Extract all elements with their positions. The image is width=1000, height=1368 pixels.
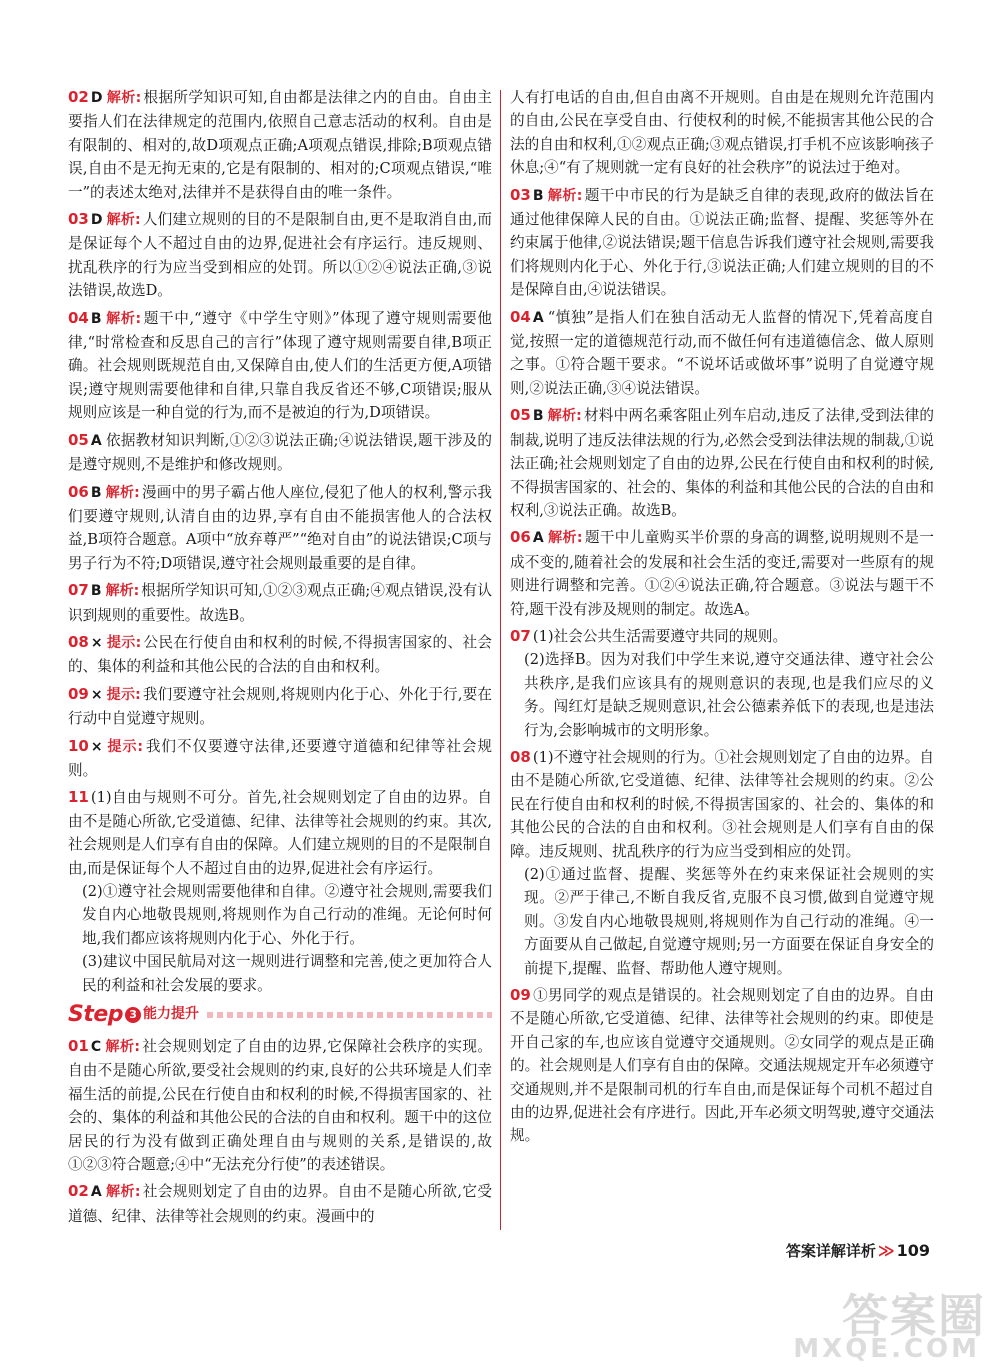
question-number: 04: [510, 307, 531, 326]
answer-item: [510, 746, 934, 980]
explanation-tag: 解析:: [547, 187, 583, 204]
answer-text: (2)①通过监督、提醒、奖惩等外在约束来保证社会规则的实现。②严于律己,不断自我反省,克服不良习惯,做到自觉遵守规则。③发自内心地敬畏规则,将规则作为自己行动的准绳。④一方面要从自己做起,自觉遵守规则;另一方面要在保证自身安全的前提下,提醒、监督、帮助他人遵守规则。: [524, 866, 934, 977]
question-number: 10: [68, 736, 89, 755]
question-number: 08: [510, 747, 531, 766]
answer-text: 公民在行使自由和权利的时候,不得损害国家的、社会的、集体的利益和其他公民的合法的自由和权利。: [68, 633, 492, 676]
answer-item: [510, 984, 934, 1148]
watermark-logo: 答案圈: [842, 1289, 986, 1343]
explanation-tag: 解析:: [105, 1184, 141, 1201]
question-number: 09: [510, 986, 531, 1005]
footer-label: 答案详解详析: [785, 1242, 876, 1260]
answer-letter: A: [532, 309, 544, 326]
answer-item: [68, 786, 492, 997]
answer-item: [68, 307, 492, 425]
question-number: 03: [510, 185, 531, 204]
explanation-tag: 解析:: [105, 583, 140, 600]
right-answer-list: [510, 184, 934, 1148]
answer-text: 材料中两名乘客阻止列车启动,违反了法律,受到法律的制裁,说明了违反法律法规的行为,必然会受到法律法规的制裁,①说法正确;社会规则划定了自由的边界,公民在行使自由和权利的时候,不得损害国家的、社会的、集体的利益和其他公民的合法的自由和权利,③说法正确。故选B。: [510, 407, 934, 519]
question-number: 06: [510, 528, 531, 547]
question-number: 07: [68, 581, 89, 600]
column-divider: [500, 90, 501, 1230]
answer-letter: B: [90, 583, 102, 600]
step-banner: [68, 1001, 492, 1029]
answer-item: [510, 526, 934, 621]
answer-text: 依据教材知识判断,①②③说法正确;④说法错误,题干涉及的是遵守规则,不是维护和修改规则。: [68, 431, 492, 474]
question-number: 01: [68, 1037, 89, 1056]
answer-letter: D: [90, 212, 103, 229]
explanation-tag: 解析:: [105, 484, 140, 501]
watermark-site: MXQE.COM: [793, 1334, 980, 1364]
question-number: 02: [68, 88, 89, 106]
step-word: Step: [68, 1002, 124, 1028]
question-number: 09: [68, 684, 89, 703]
answer-text: 题干中市民的行为是缺乏自律的表现,政府的做法旨在通过他律保障人民的自由。①说法正确;监督、提醒、奖惩等外在约束属于他律,②说法错误;题干信息告诉我们遵守社会规则,需要我们将规则内化于心、外化于行,③说法正确;人们建立规则的目的不是保障自由,④说法错误。: [510, 186, 934, 299]
right-column: [510, 86, 934, 1288]
question-number: 08: [68, 632, 89, 651]
answer-text: (1)社会公共生活需要遵守共同的规则。: [532, 627, 788, 645]
answer-letter: B: [90, 310, 102, 327]
answer-text: 社会规则划定了自由的边界,它保障社会秩序的实现。自由不是随心所欲,要受社会规则的约束,良好的公共环境是人们幸福生活的前提,公民在行使自由和权利的时候,不得损害国家的、社会的、集体的利益和其他公民的合法的自由和权利。题干中的这位居民的行为没有做到正确处理自由与规则的关系,是错误的,故①②③符合题意;④中“无法充分行使”的表述错误。: [68, 1038, 492, 1174]
step-dotted-rule: [207, 1012, 492, 1018]
answer-item: [68, 631, 492, 679]
explanation-tag: 提示:: [106, 686, 141, 703]
explanation-tag: 解析:: [105, 1039, 140, 1056]
question-number: 05: [510, 406, 531, 425]
explanation-tag: 解析:: [547, 408, 582, 425]
question-number: 05: [68, 430, 89, 449]
answer-item: [510, 184, 934, 302]
answer-text: 题干中儿童购买半价票的身高的调整,说明规则不是一成不变的,随着社会的发展和社会生活的变迁,需要对一些原有的规则进行调整和完善。①②④说法正确,符合题意。③说法与题干不符,题干没有涉及规则的制定。故选A。: [510, 529, 934, 618]
answer-text: 社会规则划定了自由的边界。自由不是随心所欲,它受道德、纪律、法律等社会规则的约束。漫画中的: [68, 1183, 492, 1225]
answer-text: (1)不遵守社会规则的行为。①社会规则划定了自由的边界。自由不是随心所欲,它受道德、纪律、法律等社会规则的约束。②公民在行使自由和权利的时候,不得损害国家的、社会的、集体的和其他公民的合法的自由和权利。③社会规则是人们享有自由的保障。违反规则、扰乱秩序的行为应当受到相应的处罚。: [510, 748, 934, 860]
explanation-tag: 提示:: [106, 738, 143, 755]
answer-item: [68, 735, 492, 783]
answer-letter: C: [90, 1039, 102, 1056]
answer-item: [68, 429, 492, 477]
explanation-tag: 解析:: [105, 310, 142, 327]
answer-letter: B: [90, 484, 102, 501]
answer-item: [68, 1035, 492, 1176]
answer-letter: A: [532, 530, 544, 547]
answer-text: “慎独”是指人们在独自活动无人监督的情况下,凭着高度自觉,按照一定的道德规范行动,而不做任何有违道德信念、做人原则之事。①符合题干要求。“不说坏话或做坏事”说明了自觉遵守规则,②说法正确,③④说法错误。: [510, 308, 934, 397]
answer-text: (3)建议中国民航局对这一规则进行调整和完善,使之更加符合人民的利益和社会发展的要求。: [82, 953, 492, 994]
answer-item: [68, 481, 492, 576]
question-number: 03: [68, 210, 89, 229]
answer-text: 我们不仅要遵守法律,还要遵守道德和纪律等社会规则。: [68, 737, 492, 779]
answer-text: (2)①遵守社会规则需要他律和自律。②遵守社会规则,需要我们发自内心地敬畏规则,将规则作为自己行动的准绳。无论何时何地,我们都应该将规则内化于心、外化于行。: [82, 883, 492, 947]
left-answer-list-2: [68, 1035, 492, 1228]
left-answer-list: [68, 86, 492, 997]
answer-text: (2)选择B。因为对我们中学生来说,遵守交通法律、遵守社会公共秩序,是我们应该具有的规则意识的表现,也是我们应尽的义务。闯红灯是缺乏规则意识,社会公德素养低下的表现,也是违法行为,会影响城市的文明形象。: [524, 651, 934, 739]
answer-item: [510, 306, 934, 401]
answer-item: [68, 86, 492, 204]
double-chevron-right-icon: ≫: [877, 1241, 895, 1260]
answer-item: [68, 1180, 492, 1228]
answer-letter: ×: [90, 634, 103, 651]
question-number: 07: [510, 626, 531, 645]
answer-letter: D: [90, 90, 103, 106]
question-number: 04: [68, 308, 89, 327]
answer-text: (1)自由与规则不可分。首先,社会规则划定了自由的边界。自由不是随心所欲,它受道德、纪律、法律等社会规则的约束。其次,社会规则是人们享有自由的保障。人们建立规则的目的不是限制自由,而是保证每个人不超过自由的边界,促进社会有序运行。: [68, 789, 492, 877]
answer-text: 漫画中的男子霸占他人座位,侵犯了他人的权利,警示我们要遵守规则,认清自由的边界,享有自由不能损害他人的合法权益,B项符合题意。A项中“放弃尊严”“绝对自由”的说法错误;C项与男子行为不符;D项错误,遵守社会规则最重要的是自律。: [68, 483, 492, 572]
page-number: 109: [896, 1241, 930, 1260]
answer-text: 根据所学知识可知,①②③观点正确;④观点错误,没有认识到规则的重要性。故选B。: [68, 582, 492, 624]
answer-text: ①男同学的观点是错误的。社会规则划定了自由的边界。自由不是随心所欲,它受道德、纪律、法律等社会规则的约束。即使是开自己家的车,也应该自觉遵守交通规则。②女同学的观点是正确的。社会规则是人们享有自由的保障。交通法规规定开车必须遵守交通规则,并不是限制司机的行车自由,而是保证每个司机不超过自由的边界,促进社会有序进行。因此,开车必须文明驾驶,遵守交通法规。: [510, 987, 934, 1145]
answer-text: 题干中,“遵守《中学生守则》”体现了遵守规则需要他律,“时常检查和反思自己的言行”体现了遵守规则需要自律,B项正确。社会规则既规范自由,又保障自由,使人们的生活更方便,A项错误;遵守规则需要他律和自律,只靠自我反省还不够,C项错误;服从规则应该是一种自觉的行为,而不是被迫的行为,D项错误。: [68, 309, 492, 422]
question-number: 11: [68, 788, 89, 807]
explanation-tag: 解析:: [106, 90, 142, 106]
explanation-tag: 提示:: [106, 634, 142, 651]
answer-letter: A: [90, 1184, 102, 1201]
left-column: [68, 86, 492, 1288]
page-footer: [786, 1240, 930, 1261]
answer-letter: ×: [90, 686, 103, 703]
answer-item: [510, 404, 934, 522]
explanation-tag: 解析:: [106, 212, 141, 229]
question-number: 02: [68, 1182, 89, 1201]
answer-item: [68, 579, 492, 627]
answer-letter: ×: [90, 738, 103, 755]
answer-item: [68, 683, 492, 731]
answer-item: [510, 625, 934, 742]
answer-letter: B: [532, 408, 544, 425]
answer-text: 人们建立规则的目的不是限制自由,更不是取消自由,而是保证每个人不超过自由的边界,促进社会有序运行。违反规则、扰乱秩序的行为应当受到相应的处罚。所以①②④说法正确,③说法错误,故选D。: [68, 211, 492, 300]
answer-item: [68, 208, 492, 303]
step-title: 能力提升: [143, 1006, 200, 1023]
step-badge: 3: [125, 1007, 141, 1023]
question-number: 06: [68, 482, 89, 501]
answer-letter: B: [532, 187, 544, 204]
answer-text: 根据所学知识可知,自由都是法律之内的自由。自由主要指人们在法律规定的范围内,依照自己意志活动的权利。自由是有限制的、相对的,故D项观点正确;A项观点错误,排除;B项观点错误,自由不是无拘无束的,它是有限制的、相对的;C项观点错误,“唯一”的表述太绝对,法律并不是获得自由的唯一条件。: [68, 89, 492, 201]
answer-text: 我们要遵守社会规则,将规则内化于心、外化于行,要在行动中自觉遵守规则。: [68, 685, 492, 728]
answer-letter: A: [90, 432, 102, 449]
continued-answer-text: 人有打电话的自由,但自由离不开规则。自由是在规则允许范围内的自由,公民在享受自由、行使权利的时候,不能损害其他公民的合法的自由和权利,①②观点正确;③观点错误,打手机不应该影响孩子休息;④“有了规则就一定有良好的社会秩序”的说法过于绝对。: [510, 89, 934, 177]
explanation-tag: 解析:: [547, 530, 583, 547]
